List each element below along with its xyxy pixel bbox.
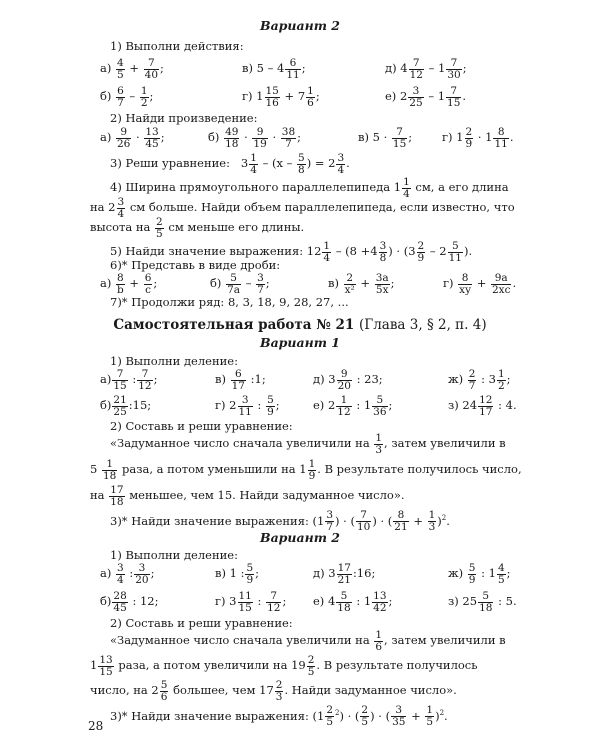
task-2-label: 2) Найди произведение:: [110, 111, 258, 125]
v2b-item-a: а) $\frac{3}{4}$ : $\frac{3}{20}$ ;: [100, 561, 155, 586]
task-1-item-d: д) 4 $\frac{7}{12}$ – 1 $\frac{7}{30}$ ;: [385, 56, 467, 81]
v2b-item-zh: ж) $\frac{5}{9}$ : 1 $\frac{4}{5}$ ;: [448, 561, 511, 586]
v1-task-1-row-2: [0, 392, 600, 418]
task-2-row: [0, 124, 600, 150]
v1-item-zh: ж) $\frac{2}{7}$ : 3 $\frac{1}{2}$ ;: [448, 367, 511, 392]
v1-item-g: г) 2 $\frac{3}{11}$ : $\frac{5}{9}$ ;: [215, 393, 280, 418]
v2b-task-1-row-1: [0, 560, 600, 586]
task-1-row-1: [0, 55, 600, 81]
v1-task-2-label: 2) Составь и реши уравнение:: [110, 419, 293, 433]
variant-2-heading: Вариант 2: [260, 18, 340, 33]
task-6-item-v: в) $\frac{2}{\text{x²}}$ + $\frac{3a}{5x}$ ;: [328, 271, 395, 296]
task-4-line-1: 4) Ширина прямоугольного параллелепипеда 1 $\frac{1}{4}$ см, а его длина: [110, 175, 509, 200]
task-6-item-b: б) $\frac{5}{7a}$ – $\frac{3}{7}$ ;: [210, 271, 270, 296]
v1-item-v: в) $\frac{6}{17}$ :1;: [215, 367, 266, 392]
v2b-item-e: е) 4 $\frac{5}{18}$ : 1 $\frac{13}{42}$ ;: [313, 589, 393, 614]
v2b-item-g: г) 3 $\frac{11}{15}$ : $\frac{7}{12}$ ;: [215, 589, 287, 614]
v2b-task-3: 3)* Найди значение выражения: (1 $\frac{2}{5}$ $^2$) · ( $\frac{2}{5}$ ) · ( $\frac{3}{35}$ + $\frac{1}{5}$ )$^2$.: [110, 704, 448, 729]
v2b-task-2-line-2: 1 $\frac{13}{15}$ раза, а потом увеличили на 19 $\frac{2}{5}$ . В результате получилось: [90, 653, 478, 678]
task-6-label: 6)* Представь в виде дроби:: [110, 258, 281, 272]
task-1-item-e: е) 2 $\frac{3}{25}$ – 1 $\frac{7}{15}$ .: [385, 84, 467, 109]
v1-item-e: е) 2 $\frac{1}{12}$ : 1 $\frac{5}{36}$ ;: [313, 393, 393, 418]
task-2-item-v: в) 5 · $\frac{7}{15}$ ;: [358, 125, 413, 150]
v1-task-2-line-2: 5 $\frac{1}{18}$ раза, а потом уменьшили на 1 $\frac{1}{9}$ . В результате получилось число,: [90, 457, 522, 482]
v1-task-1-label: 1) Выполни деление:: [110, 354, 238, 368]
task-2-item-g: г) 1 $\frac{2}{9}$ · 1 $\frac{8}{11}$ .: [442, 125, 514, 150]
v2b-task-1-label: 1) Выполни деление:: [110, 548, 238, 562]
v1-item-z: з) 24 $\frac{12}{17}$ : 4.: [448, 393, 517, 418]
task-2-item-a: а) $\frac{9}{26}$ · $\frac{13}{45}$ ;: [100, 125, 165, 150]
task-1-item-b: б) $\frac{6}{7}$ – $\frac{1}{2}$ ;: [100, 84, 154, 109]
task-6-item-g: г) $\frac{8}{xy}$ + $\frac{9a}{2xc}$ .: [443, 271, 517, 296]
task-4-line-2: на 2 $\frac{3}{4}$ см больше. Найди объем параллелепипеда, если известно, что: [90, 195, 515, 220]
v2b-item-z: з) 25 $\frac{5}{18}$ : 5.: [448, 589, 517, 614]
task-1-item-a: а) $\frac{4}{5}$ + $\frac{7}{40}$ ;: [100, 56, 164, 81]
v2b-task-1-row-2: [0, 588, 600, 614]
task-3: 3) Реши уравнение: 3 $\frac{1}{4}$ – (x – $\frac{5}{8}$ ) = 2 $\frac{3}{4}$ .: [110, 151, 350, 176]
variant-1-heading: Вариант 1: [260, 335, 340, 350]
task-2-item-b: б) $\frac{49}{18}$ · $\frac{9}{19}$ · $\frac{38}{7}$ ;: [208, 125, 302, 150]
v1-item-b: б) $\frac{21}{25}$ :15;: [100, 393, 152, 418]
v1-task-1-row-1: [0, 366, 600, 392]
v2b-item-b: б) $\frac{28}{45}$ : 12;: [100, 589, 159, 614]
task-1-item-g: г) 1 $\frac{15}{16}$ + 7 $\frac{1}{6}$ ;: [242, 84, 320, 109]
v1-item-d: д) 3 $\frac{9}{20}$ : 23;: [313, 367, 383, 392]
task-6-item-a: а) $\frac{8}{b}$ + $\frac{6}{c}$ ;: [100, 271, 158, 296]
v1-task-2-line-3: на $\frac{17}{18}$ меньшее, чем 15. Найди задуманное число».: [90, 483, 405, 508]
v2b-item-d: д) 3 $\frac{17}{21}$ :16;: [313, 561, 376, 586]
task-1-label: 1) Выполни действия:: [110, 39, 244, 53]
task-1-row-2: [0, 83, 600, 109]
task-1-item-v: в) 5 – 4 $\frac{6}{11}$ ;: [242, 56, 306, 81]
v2b-task-2-line-1: «Задуманное число сначала увеличили на $\frac{1}{6}$ , затем увеличили в: [110, 628, 506, 653]
task-4-line-3: высота на $\frac{2}{5}$ см меньше его длины.: [90, 215, 305, 240]
v1-task-3: 3)* Найди значение выражения: (1 $\frac{3}{7}$ ) · ( $\frac{7}{10}$ ) · ( $\frac{8}{21}$ + $\frac{1}{3}$ )$^2$.: [110, 509, 450, 534]
section-heading: Самостоятельная работа № 21 (Глава 3, § 2, п. 4): [113, 317, 487, 333]
v1-task-2-line-1: «Задуманное число сначала увеличили на $\frac{1}{3}$ , затем увеличили в: [110, 431, 506, 456]
v2b-task-2-line-3: число, на 2 $\frac{5}{6}$ большее, чем 17 $\frac{2}{3}$ . Найди задуманное число».: [90, 678, 457, 703]
task-7: 7)* Продолжи ряд: 8, 3, 18, 9, 28, 27, ...: [110, 295, 349, 309]
page-number: 28: [88, 719, 104, 733]
v2b-task-2-label: 2) Составь и реши уравнение:: [110, 616, 293, 630]
v2b-item-v: в) 1 : $\frac{5}{9}$ ;: [215, 561, 260, 586]
v1-item-a: а) $\frac{7}{15}$ : $\frac{7}{12}$ ;: [100, 367, 158, 392]
variant-2b-heading: Вариант 2: [260, 530, 340, 545]
task-5: 5) Найди значение выражения: 12 $\frac{1}{4}$ – (8 +4 $\frac{3}{8}$ ) · (3 $\frac{2}{9}$ – 2 $\frac{5}{11}$ ).: [110, 239, 473, 264]
